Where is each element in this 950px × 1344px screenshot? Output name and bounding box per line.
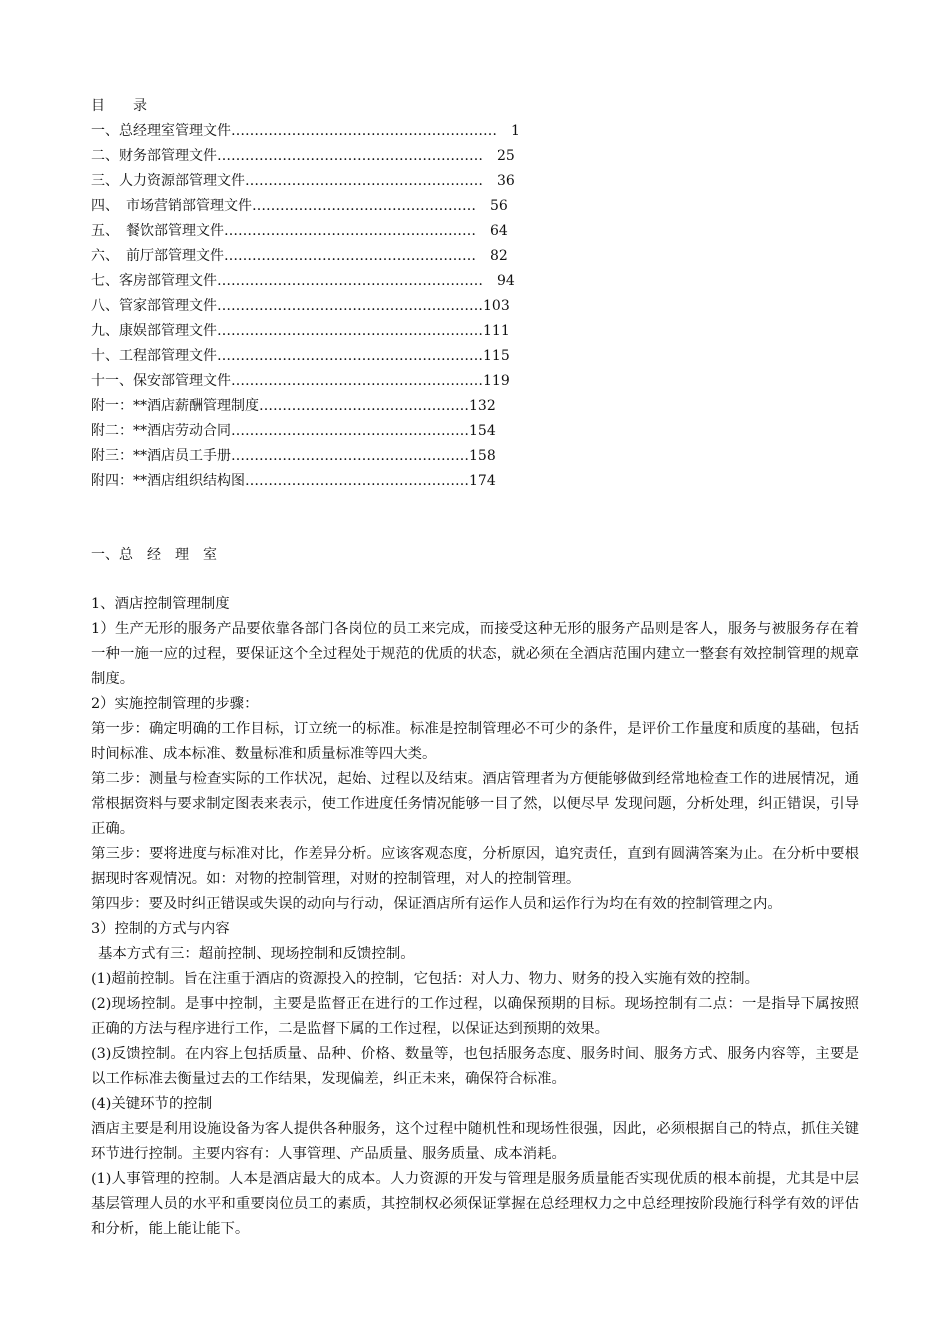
toc-entry: 十、工程部管理文件…………………………………………………115 — [91, 348, 510, 364]
paragraph: 酒店主要是利用设施设备为客人提供各种服务，这个过程中随机性和现场性很强，因此，必须根据自己的特点，抓住关键环节进行控制。主要内容有：人事管理、产品质量、服务质量、成本消耗。 — [91, 1121, 859, 1162]
toc-entry: 九、康娱部管理文件…………………………………………………111 — [91, 323, 510, 339]
toc-entry: 附二：**酒店劳动合同……………………………………………154 — [91, 423, 496, 439]
subsection-title: 1、酒店控制管理制度 — [91, 596, 230, 612]
body-text — [91, 592, 859, 1242]
paragraph: (4)关键环节的控制 — [91, 1096, 213, 1112]
toc-entry: 七、客房部管理文件………………………………………………… 94 — [91, 273, 515, 289]
toc-entry: 八、管家部管理文件…………………………………………………103 — [91, 298, 510, 314]
paragraph: 第一步：确定明确的工作目标，订立统一的标准。标准是控制管理必不可少的条件，是评价工作量度和质度的基础，包括时间标准、成本标准、数量标准和质量标准等四大类。 — [91, 721, 859, 762]
paragraph: (3)反馈控制。在内容上包括质量、品种、价格、数量等，也包括服务态度、服务时间、服务方式、服务内容等，主要是以工作标准去衡量过去的工作结果，发现偏差，纠正未来，确保符合标准。 — [91, 1046, 859, 1087]
toc-entry: 六、 前厅部管理文件……………………………………………… 82 — [91, 248, 508, 264]
section-heading: 一、总 经 理 室 — [91, 547, 217, 563]
toc-entry: 五、 餐饮部管理文件……………………………………………… 64 — [91, 223, 508, 239]
paragraph: 2）实施控制管理的步骤： — [91, 696, 259, 712]
paragraph: 基本方式有三：超前控制、现场控制和反馈控制。 — [98, 946, 415, 962]
toc-entry: 附三：**酒店员工手册……………………………………………158 — [91, 448, 496, 464]
paragraph: 第二步：测量与检查实际的工作状况，起始、过程以及结束。酒店管理者为方便能够做到经常地检查工作的进展情况，通常根据资料与要求制定图表来表示，使工作进度任务情况能够一目了然，以便尽早 发现问题，分析处理，纠正错误，引导正确。 — [91, 771, 859, 837]
toc-entry: 十一、保安部管理文件………………………………………………119 — [91, 373, 510, 389]
paragraph: (2)现场控制。是事中控制，主要是监督正在进行的工作过程，以确保预期的目标。现场控制有二点：一是指导下属按照正确的方法与程序进行工作，二是监督下属的工作过程，以保证达到预期的效果。 — [91, 996, 859, 1037]
toc-entry: 四、 市场营销部管理文件………………………………………… 56 — [91, 198, 508, 214]
toc-entry: 一、总经理室管理文件………………………………………………… 1 — [91, 123, 520, 139]
paragraph: 3）控制的方式与内容 — [91, 921, 230, 937]
paragraph: (1)人事管理的控制。人本是酒店最大的成本。人力资源的开发与管理是服务质量能否实现优质的根本前提，尤其是中层基层管理人员的水平和重要岗位员工的素质，其控制权必须保证掌握在总经理权力之中总经理按阶段施行科学有效的评估和分析，能上能让能下。 — [91, 1171, 859, 1237]
toc-title: 目 录 — [91, 98, 147, 114]
toc-entry: 二、财务部管理文件………………………………………………… 25 — [91, 148, 515, 164]
paragraph: 第三步：要将进度与标准对比，作差异分析。应该客观态度，分析原因，追究责任，直到有圆满答案为止。在分析中要根据现时客观情况。如：对物的控制管理，对财的控制管理，对人的控制管理。 — [91, 846, 859, 887]
paragraph: (1)超前控制。旨在注重于酒店的资源投入的控制，它包括：对人力、物力、财务的投入实施有效的控制。 — [91, 971, 759, 987]
paragraph: 1）生产无形的服务产品要依靠各部门各岗位的员工来完成，而接受这种无形的服务产品则是客人，服务与被服务存在着一种一施一应的过程，要保证这个全过程处于规范的优质的状态，就必须在全酒店范围内建立一整套有效控制管理的规章制度。 — [91, 621, 859, 687]
toc-entry: 附四：**酒店组织结构图…………………………………………174 — [91, 473, 496, 489]
toc-entry: 三、人力资源部管理文件…………………………………………… 36 — [91, 173, 515, 189]
paragraph: 第四步：要及时纠正错误或失误的动向与行动，保证酒店所有运作人员和运作行为均在有效的控制管理之内。 — [91, 896, 782, 912]
toc-entry: 附一：**酒店薪酬管理制度………………………………………132 — [91, 398, 496, 414]
